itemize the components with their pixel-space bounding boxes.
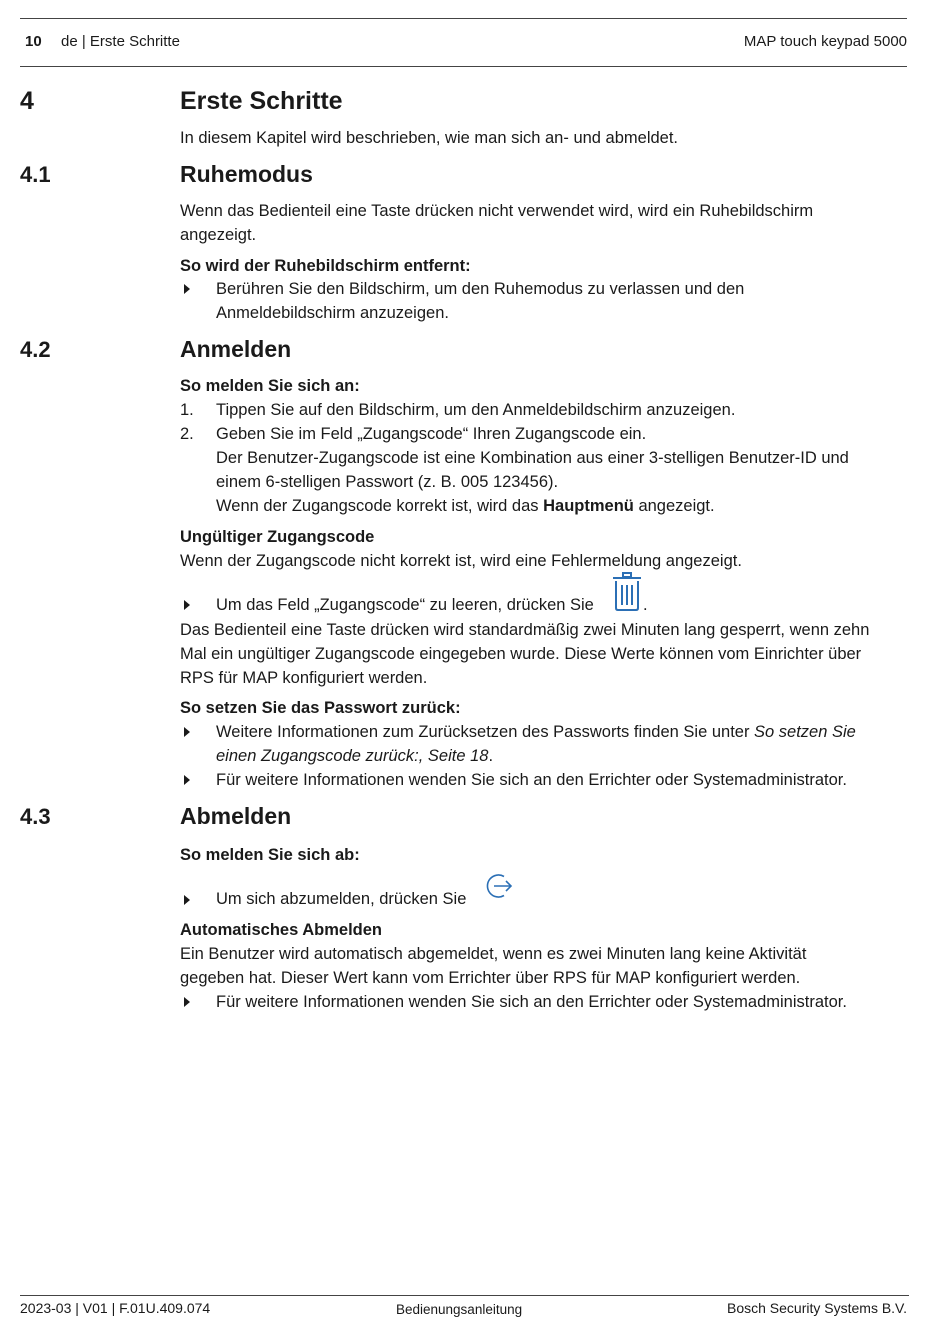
chapter-number: 4: [20, 87, 34, 115]
bullet-arrow-icon: [184, 600, 190, 610]
step-2-text: Geben Sie im Feld „Zugangscode“ Ihren Zugangscode ein.: [216, 425, 647, 443]
lock-text-line-3: RPS für MAP konfiguriert werden.: [180, 669, 428, 687]
logout-step: Um sich abzumelden, drücken Sie: [216, 890, 467, 908]
reset-password-heading: So setzen Sie das Passwort zurück:: [180, 699, 461, 717]
section-4-2-title: Anmelden: [180, 336, 292, 362]
header-top-rule: [20, 18, 907, 19]
step-1-number: 1.: [180, 401, 194, 419]
header-bottom-rule: [20, 66, 907, 67]
reset-step-1-line-2: [216, 744, 493, 768]
logout-icon: [485, 871, 515, 901]
s41-paragraph-line-2: angezeigt.: [180, 226, 257, 244]
auto-logout-step: Für weitere Informationen wenden Sie sich an den Errichter oder Systemadministrator.: [216, 993, 847, 1011]
page-number: 10: [25, 33, 42, 50]
reset-reference-link-cont[interactable]: einen Zugangscode zurück:, Seite 18: [216, 747, 489, 765]
header-section: de | Erste Schritte: [61, 33, 180, 50]
s41-step-line-2: Anmeldebildschirm anzuzeigen.: [216, 304, 449, 322]
header-product: MAP touch keypad 5000: [743, 33, 907, 50]
s41-howto-heading: So wird der Ruhebildschirm entfernt:: [180, 257, 471, 275]
bullet-arrow-icon: [184, 895, 190, 905]
clear-field-step: Um das Feld „Zugangscode“ zu leeren, drücken Sie: [216, 596, 594, 614]
section-4-2-number: 4.2: [20, 337, 51, 362]
chapter-title: Erste Schritte: [180, 87, 343, 115]
reset-reference-link[interactable]: So setzen Sie: [754, 723, 856, 741]
reset-step-1-end: .: [488, 747, 494, 765]
s42-howto-heading: So melden Sie sich an:: [180, 377, 360, 395]
section-4-1-number: 4.1: [20, 162, 51, 187]
auto-logout-line-1: Ein Benutzer wird automatisch abgemeldet, wenn es zwei Minuten lang keine Aktivität: [180, 945, 807, 963]
invalid-code-text: Wenn der Zugangscode nicht korrekt ist, wird eine Fehlermeldung angezeigt.: [180, 552, 742, 570]
reset-step-2: Für weitere Informationen wenden Sie sich an den Errichter oder Systemadministrator.: [216, 771, 847, 789]
footer-doc-type: Bedienungsanleitung: [396, 1302, 523, 1317]
lock-text-line-1: Das Bedienteil eine Taste drücken wird standardmäßig zwei Minuten lang gesperrt, wenn zehn: [180, 621, 870, 639]
bullet-arrow-icon: [184, 775, 190, 785]
main-menu-term: Hauptmenü: [543, 497, 634, 515]
reset-step-1-text: Weitere Informationen zum Zurücksetzen des Passworts finden Sie unter: [216, 723, 755, 741]
step-2-number: 2.: [180, 425, 194, 443]
reset-step-1-line-1: [216, 720, 856, 744]
step-1-text: Tippen Sie auf den Bildschirm, um den Anmeldebildschirm anzuzeigen.: [216, 401, 736, 419]
auto-logout-heading: Automatisches Abmelden: [180, 921, 383, 939]
s41-step-line-1: Berühren Sie den Bildschirm, um den Ruhemodus zu verlassen und den: [216, 280, 745, 298]
footer-company: Bosch Security Systems B.V.: [727, 1300, 907, 1316]
invalid-code-heading: Ungültiger Zugangscode: [180, 528, 375, 546]
section-4-3-title: Abmelden: [180, 803, 292, 829]
lock-text-line-2: Mal ein ungültiger Zugangscode eingegeben wurde. Diese Werte können vom Einrichter über: [180, 645, 862, 663]
auto-logout-line-2: gegeben hat. Dieser Wert kann vom Errichter über RPS für MAP konfiguriert werden.: [180, 969, 801, 987]
s43-howto-heading: So melden Sie sich ab:: [180, 846, 360, 864]
clear-step-period: .: [643, 596, 648, 614]
footer-rule: [20, 1295, 909, 1296]
section-4-3-number: 4.3: [20, 804, 51, 829]
result-text-start: Wenn der Zugangscode korrekt ist, wird das: [216, 497, 544, 515]
result-text-end: angezeigt.: [633, 497, 715, 515]
bullet-arrow-icon: [184, 997, 190, 1007]
section-4-1-title: Ruhemodus: [180, 161, 313, 187]
step-2-result-line: [216, 494, 715, 518]
chapter-intro: In diesem Kapitel wird beschrieben, wie man sich an- und abmeldet.: [180, 129, 679, 147]
bullet-arrow-icon: [184, 727, 190, 737]
step-2-detail-line-2: einem 6-stelligen Passwort (z. B. 005 123456).: [216, 473, 559, 491]
s41-paragraph-line-1: Wenn das Bedienteil eine Taste drücken nicht verwendet wird, wird ein Ruhebildschirm: [180, 202, 814, 220]
trash-icon: [611, 572, 643, 612]
bullet-arrow-icon: [184, 284, 190, 294]
step-2-detail-line-1: Der Benutzer-Zugangscode ist eine Kombination aus einer 3-stelligen Benutzer-ID und: [216, 449, 849, 467]
footer-doc-id: 2023-03 | V01 | F.01U.409.074: [20, 1300, 211, 1316]
